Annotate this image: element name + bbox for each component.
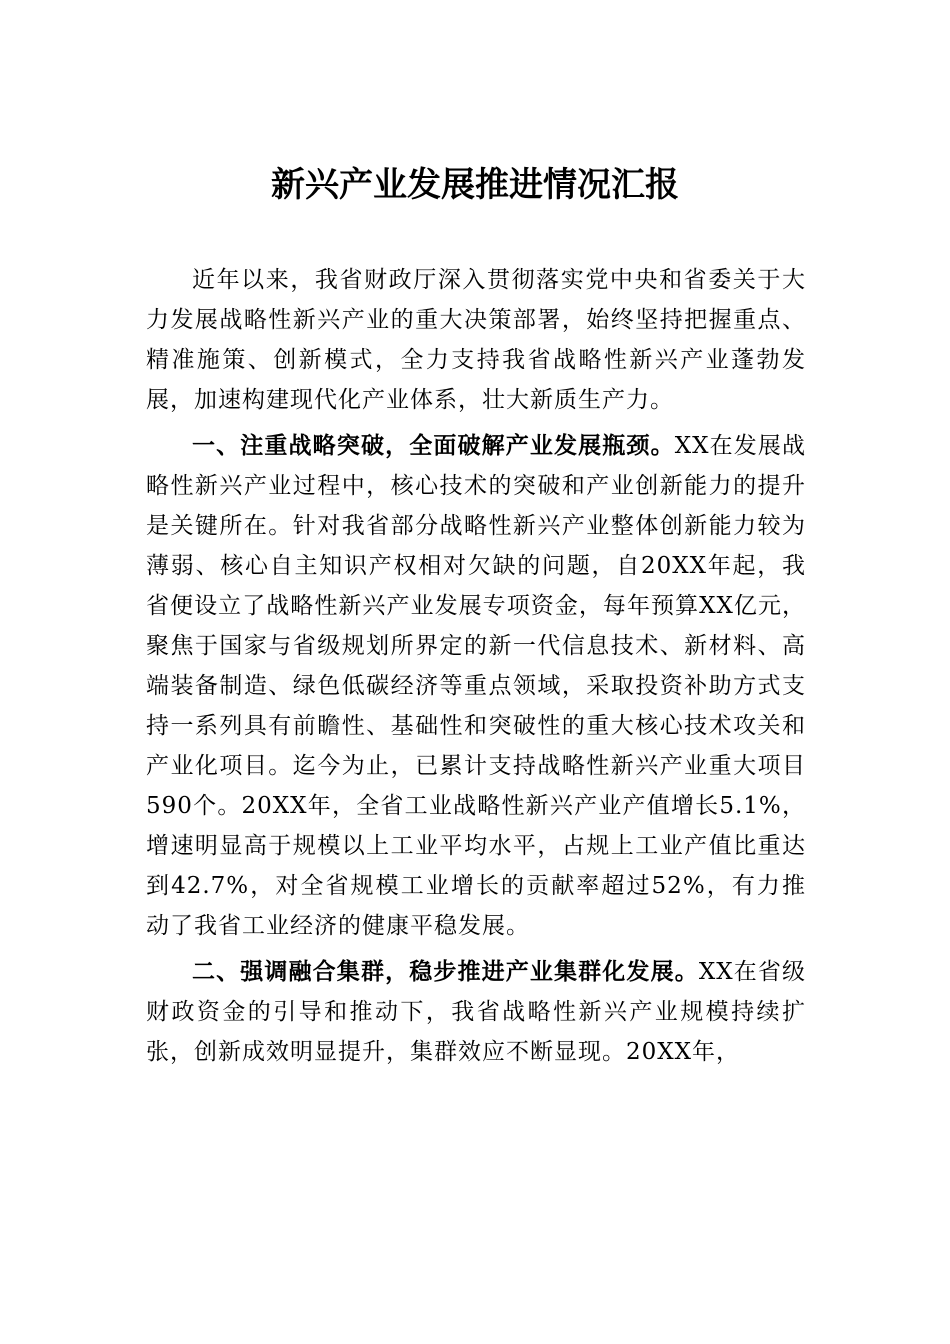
paragraph-section-1 <box>146 426 806 946</box>
section-2-heading: 二、强调融合集群，稳步推进产业集群化发展。 <box>192 959 699 985</box>
section-2-text: XX在省级财政资金的引导和推动下，我省战略性新兴产业规模持续扩张，创新成效明显提升，集群效应不断显现。20XX年， <box>146 959 806 1065</box>
paragraph-section-2 <box>146 952 806 1072</box>
document-body <box>146 260 806 1072</box>
paragraph-intro <box>146 260 806 420</box>
section-1-text: XX在发展战略性新兴产业过程中，核心技术的突破和产业创新能力的提升是关键所在。针对我省部分战略性新兴产业整体创新能力较为薄弱、核心自主知识产权相对欠缺的问题，自20XX年起，我省便设立了战略性新兴产业发展专项资金，每年预算XX亿元，聚焦于国家与省级规划所界定的新一代信息技术、新材料、高端装备制造、绿色低碳经济等重点领域，采取投资补助方式支持一系列具有前瞻性、基础性和突破性的重大核心技术攻关和产业化项目。迄今为止，已累计支持战略性新兴产业重大项目590个。20XX年，全省工业战略性新兴产业产值增长5.1%，增速明显高于规模以上工业平均水平，占规上工业产值比重达到42.7%，对全省规模工业增长的贡献率超过52%，有力推动了我省工业经济的健康平稳发展。 <box>146 433 807 939</box>
paragraph-intro-text: 近年以来，我省财政厅深入贯彻落实党中央和省委关于大力发展战略性新兴产业的重大决策部署，始终坚持把握重点、精准施策、创新模式，全力支持我省战略性新兴产业蓬勃发展，加速构建现代化产业体系，壮大新质生产力。 <box>146 267 806 413</box>
document-title: 新兴产业发展推进情况汇报 <box>271 165 679 205</box>
section-1-heading: 一、注重战略突破，全面破解产业发展瓶颈。 <box>192 433 675 459</box>
